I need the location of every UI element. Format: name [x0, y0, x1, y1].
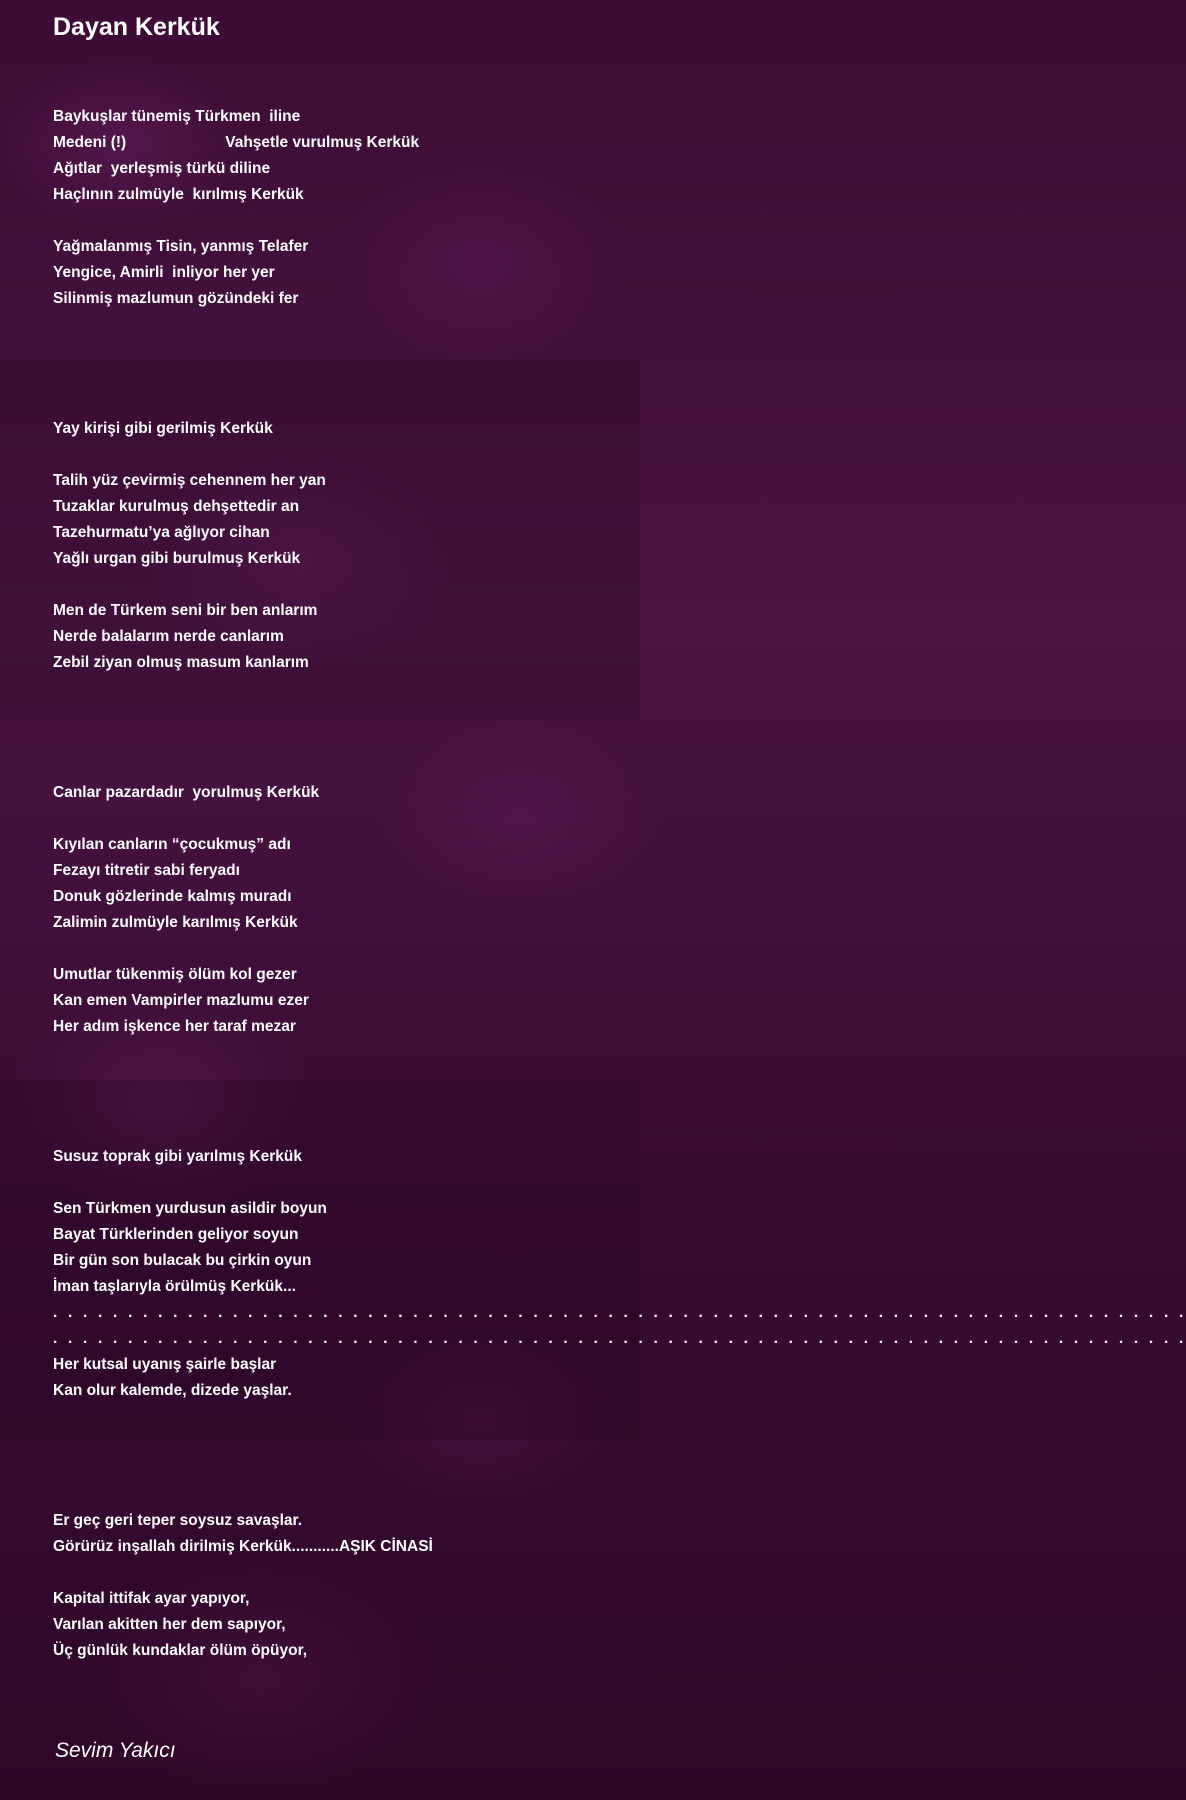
poem-line: Sen Türkmen yurdusun asildir boyun [53, 1200, 327, 1217]
poem-line: Bir gün son bulacak bu çirkin oyun [53, 1252, 312, 1269]
stanza-gap [53, 1482, 640, 1508]
poem-line: Talih yüz çevirmiş cehennem her yan [53, 472, 326, 489]
stanza-gap [53, 1066, 640, 1092]
stanza-gap [53, 1430, 640, 1456]
stanza-gap [53, 1118, 640, 1144]
poem-line: Donuk gözlerinde kalmış muradı [53, 888, 292, 905]
dotted-separator: . . . . . . . . . . . . . . . . . . . . . . . . . . . . . . . . . . . . . . . . . . . . . . . . . . . . . . . . . . . . . . . . . . . . . . . . . . . . [53, 1304, 1186, 1321]
poem-line: Medeni (!) Vahşetle vurulmuş Kerkük [53, 134, 420, 151]
stanza-gap [53, 728, 640, 754]
poem-line: Görürüz inşallah dirilmiş Kerkük...........AŞIK CİNASİ [53, 1538, 433, 1555]
stanza-gap [53, 676, 640, 702]
poem-line: Nerde balalarım nerde canlarım [53, 628, 284, 645]
poem-line: İman taşlarıyla örülmüş Kerkük... [53, 1278, 296, 1295]
poem-line: Tazehurmatu’ya ağlıyor cihan [53, 524, 270, 541]
poem-line: Yengice, Amirli inliyor her yer [53, 264, 275, 281]
poem-line: Kapital ittifak ayar yapıyor, [53, 1590, 250, 1607]
poem-line: Varılan akitten her dem sapıyor, [53, 1616, 286, 1633]
poem-line: Üç günlük kundaklar ölüm öpüyor, [53, 1642, 308, 1659]
poem-line: Silinmiş mazlumun gözündeki fer [53, 290, 299, 307]
stanza-gap [53, 572, 640, 598]
poem-title: Dayan Kerkük [53, 13, 220, 41]
stanza-gap [53, 390, 640, 416]
poem-line: Kıyılan canların “çocukmuş” adı [53, 836, 291, 853]
stanza-gap [53, 1170, 640, 1196]
poem-line: Canlar pazardadır yorulmuş Kerkük [53, 784, 320, 801]
stanza-gap [53, 1040, 640, 1066]
stanza-gap [53, 754, 640, 780]
poem-line: Haçlının zulmüyle kırılmış Kerkük [53, 186, 304, 203]
poem-line: Zalimin zulmüyle karılmış Kerkük [53, 914, 298, 931]
stanza-gap [53, 208, 640, 234]
poem-line: Kan emen Vampirler mazlumu ezer [53, 992, 309, 1009]
poem-line: Susuz toprak gibi yarılmış Kerkük [53, 1148, 302, 1165]
stanza-gap [53, 1092, 640, 1118]
stanza-gap [53, 312, 640, 338]
stanza-gap [53, 1560, 640, 1586]
poem-line: Yay kirişi gibi gerilmiş Kerkük [53, 420, 273, 437]
poem-line: Tuzaklar kurulmuş dehşettedir an [53, 498, 300, 515]
stanza-gap [53, 364, 640, 390]
poem-line: Ağıtlar yerleşmiş türkü diline [53, 160, 271, 177]
stanza-gap [53, 1404, 640, 1430]
poem-line: Yağmalanmış Tisin, yanmış Telafer [53, 238, 309, 255]
stanza-gap [53, 442, 640, 468]
poem-line: Bayat Türklerinden geliyor soyun [53, 1226, 299, 1243]
poem-line: Fezayı titretir sabi feryadı [53, 862, 240, 879]
poem-line: Kan olur kalemde, dizede yaşlar. [53, 1382, 292, 1399]
poem-line: Yağlı urgan gibi burulmuş Kerkük [53, 550, 301, 567]
poem-line: Her adım işkence her taraf mezar [53, 1018, 296, 1035]
poem-author: Sevim Yakıcı [55, 1739, 176, 1762]
poem-line: Baykuşlar tünemiş Türkmen iline [53, 108, 301, 125]
poem-body [53, 104, 1186, 1664]
poem-line: Men de Türkem seni bir ben anlarım [53, 602, 318, 619]
stanza-gap [53, 806, 640, 832]
poem-line: Er geç geri teper soysuz savaşlar. [53, 1512, 302, 1529]
stanza-gap [53, 936, 640, 962]
poem-line: Her kutsal uyanış şairle başlar [53, 1356, 277, 1373]
poem-line: Umutlar tükenmiş ölüm kol gezer [53, 966, 297, 983]
stanza-gap [53, 338, 640, 364]
dotted-separator: . . . . . . . . . . . . . . . . . . . . . . . . . . . . . . . . . . . . . . . . . . . . . . . . . . . . . . . . . . . . . . . . . . . . . . . . . . . . [53, 1330, 1186, 1347]
stanza-gap [53, 1456, 640, 1482]
stanza-gap [53, 702, 640, 728]
poem-line: Zebil ziyan olmuş masum kanlarım [53, 654, 309, 671]
